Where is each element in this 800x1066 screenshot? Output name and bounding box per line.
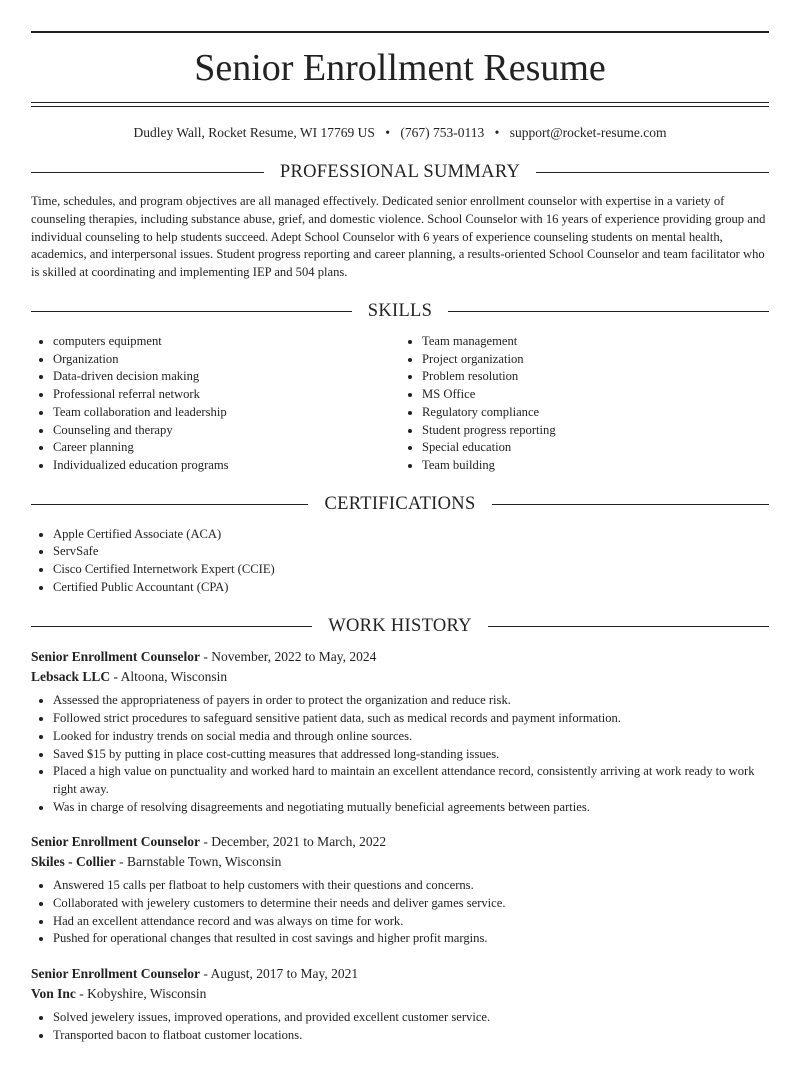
contact-name-address: Dudley Wall, Rocket Resume, WI 17769 US — [133, 125, 375, 140]
certifications-heading-label: CERTIFICATIONS — [324, 494, 476, 515]
certifications-section-heading — [31, 493, 769, 517]
skill-item: • Problem resolution — [422, 368, 769, 386]
job-location: - Kobyshire, Wisconsin — [75, 985, 207, 1001]
skill-item: • Organization — [53, 351, 400, 369]
summary-section-heading — [31, 160, 769, 184]
job-company-line — [31, 984, 769, 1004]
skill-item: • Career planning — [53, 439, 400, 457]
title-double-divider — [31, 102, 769, 107]
job-dates: - August, 2017 to May, 2021 — [200, 966, 359, 982]
contact-separator: • — [494, 125, 500, 140]
job-location: - Altoona, Wisconsin — [110, 668, 228, 684]
skills-section-heading — [31, 300, 769, 324]
job-company: Skiles - Collier — [31, 853, 116, 869]
job-location: - Barnstable Town, Wisconsin — [115, 853, 282, 869]
job-company: Lebsack LLC — [31, 668, 111, 684]
skills-list-left — [31, 333, 400, 475]
job-company-line — [31, 852, 769, 872]
work-history-section-heading — [31, 614, 769, 638]
certification-item: • ServSafe — [53, 543, 769, 561]
job-bullet: • Looked for industry trends on social media and through online sources. — [53, 728, 769, 746]
job-entry — [31, 647, 769, 816]
contact-email: support@rocket-resume.com — [509, 125, 667, 140]
job-title: Senior Enrollment Counselor — [31, 834, 201, 850]
top-divider — [31, 31, 769, 33]
job-bullets — [31, 692, 769, 816]
job-bullet: • Pushed for operational changes that resulted in cost savings and higher profit margins. — [53, 930, 769, 948]
certification-item: • Certified Public Accountant (CPA) — [53, 579, 769, 597]
job-bullet: • Answered 15 calls per flatboat to help customers with their questions and concerns. — [53, 877, 769, 895]
job-company-line — [31, 667, 769, 687]
heading-rule — [31, 311, 352, 312]
job-bullets — [31, 1009, 769, 1044]
skill-item: • Data-driven decision making — [53, 368, 400, 386]
skill-item: • Student progress reporting — [422, 422, 769, 440]
job-bullet: • Solved jewelery issues, improved operations, and provided excellent customer service. — [53, 1009, 769, 1027]
work-history-heading-label: WORK HISTORY — [328, 615, 472, 636]
skill-item: • Counseling and therapy — [53, 422, 400, 440]
job-title-line — [31, 964, 769, 984]
skills-list-right — [400, 333, 769, 475]
job-title-line — [31, 647, 769, 667]
job-company: Von Inc — [31, 985, 76, 1001]
heading-rule — [31, 172, 264, 173]
job-title: Senior Enrollment Counselor — [31, 649, 201, 665]
job-entry — [31, 832, 769, 948]
resume-page — [31, 31, 769, 1045]
job-bullet: • Had an excellent attendance record and was always on time for work. — [53, 913, 769, 931]
job-dates: - December, 2021 to March, 2022 — [200, 834, 387, 850]
skill-item: • Team management — [422, 333, 769, 351]
job-entry — [31, 964, 769, 1044]
job-bullet: • Assessed the appropriateness of payers in order to protect the organization and reduce risk. — [53, 692, 769, 710]
skill-item: • Team building — [422, 457, 769, 475]
skill-item: • Individualized education programs — [53, 457, 400, 475]
job-bullets — [31, 877, 769, 948]
job-title-line — [31, 832, 769, 852]
certifications-list — [31, 526, 769, 597]
job-title: Senior Enrollment Counselor — [31, 966, 201, 982]
skills-heading-label: SKILLS — [367, 301, 433, 322]
heading-rule — [31, 504, 308, 505]
skill-item: • Professional referral network — [53, 386, 400, 404]
skill-item: • Regulatory compliance — [422, 404, 769, 422]
heading-rule — [488, 626, 769, 627]
contact-line — [31, 124, 769, 142]
skills-columns — [31, 333, 769, 475]
summary-paragraph: Time, schedules, and program objectives are all managed effectively. Dedicated senior enrollment counselor with expertise in a variety of counseling therapies, including substance abuse, grief, and domestic violence. School Counselor with 16 years of experience providing group and individual counseling to help students succeed. Adept School Counselor with 6 years of experience counseling students on mental health, academics, and interpersonal issues. Student progress reporting and career planning, a results-oriented School Counselor and team facilitator who is skilled at coordinating and implementing IEP and 504 plans. — [31, 194, 766, 280]
job-bullet: • Collaborated with jewelery customers to determine their needs and deliver games service. — [53, 895, 769, 913]
job-bullet: • Was in charge of resolving disagreements and negotiating mutually beneficial agreements between parties. — [53, 799, 769, 817]
job-bullet: • Saved $15 by putting in place cost-cutting measures that addressed long-standing issues. — [53, 746, 769, 764]
page-title: Senior Enrollment Resume — [194, 47, 606, 89]
contact-separator: • — [385, 125, 390, 140]
job-bullet: • Placed a high value on punctuality and worked hard to maintain an excellent attendance record, consistently arriving at work ready to work right away. — [53, 763, 769, 798]
heading-rule — [536, 172, 769, 173]
skill-item: • computers equipment — [53, 333, 400, 351]
heading-rule — [492, 504, 769, 505]
heading-rule — [448, 311, 769, 312]
contact-phone: (767) 753-0113 — [400, 125, 485, 140]
skill-item: • Special education — [422, 439, 769, 457]
skill-item: • Team collaboration and leadership — [53, 404, 400, 422]
certification-item: • Cisco Certified Internetwork Expert (CCIE) — [53, 561, 769, 579]
job-bullet: • Followed strict procedures to safeguard sensitive patient data, such as medical records and payment information. — [53, 710, 769, 728]
skill-item: • Project organization — [422, 351, 769, 369]
job-bullet: • Transported bacon to flatboat customer locations. — [53, 1027, 769, 1045]
skill-item: • MS Office — [422, 386, 769, 404]
summary-heading-label: PROFESSIONAL SUMMARY — [279, 161, 521, 182]
heading-rule — [31, 626, 312, 627]
job-dates: - November, 2022 to May, 2024 — [200, 649, 377, 665]
certification-item: • Apple Certified Associate (ACA) — [53, 526, 769, 544]
